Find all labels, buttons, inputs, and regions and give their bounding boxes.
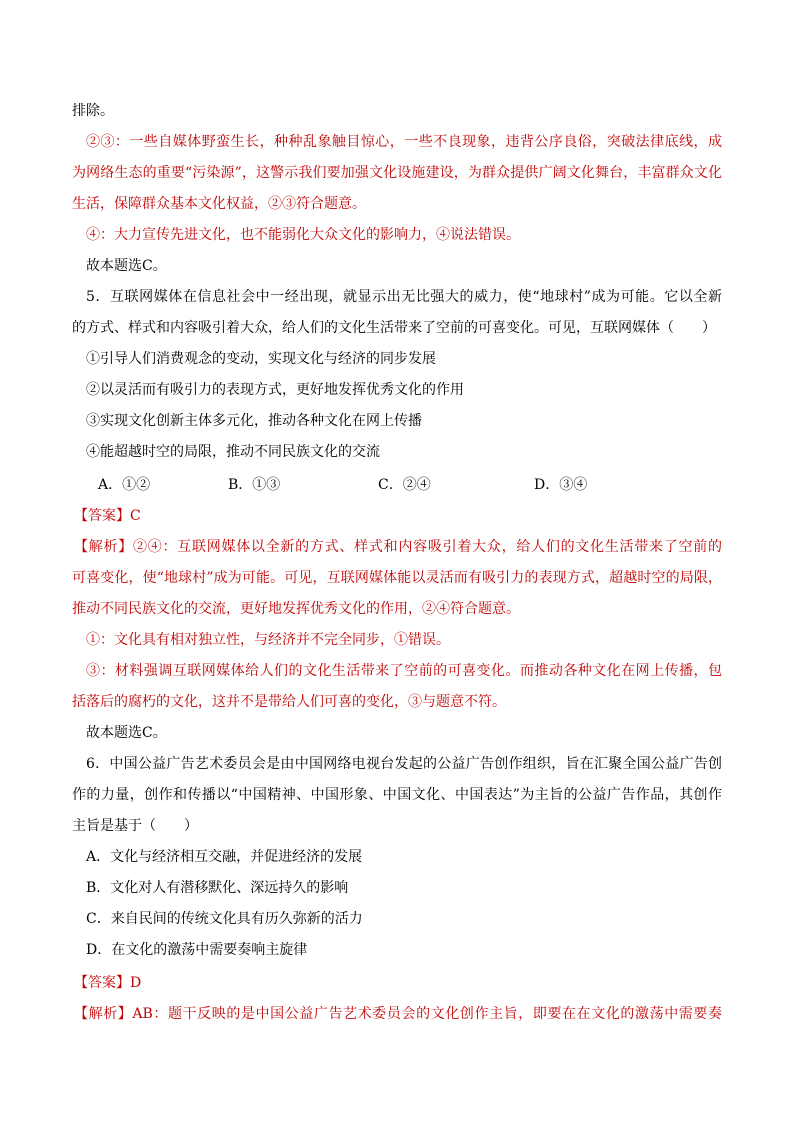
analysis-line: 括落后的腐朽的文化，这并不是带给人们可喜的变化，③与题意不符。 bbox=[72, 694, 506, 710]
text-line: 排除。 bbox=[72, 103, 114, 119]
question-6-stem: 主旨是基于（ ） bbox=[72, 818, 198, 834]
analysis-line: ②③：一些自媒体野蛮生长，种种乱象触目惊心，一些不良现象，违背公序良俗，突破法律底线，成 bbox=[86, 134, 722, 150]
analysis-label: 【解析】 bbox=[74, 1006, 133, 1022]
question-6-option-d: D．在文化的激荡中需要奏响主旋律 bbox=[86, 942, 308, 958]
question-6-stem: 6．中国公益广告艺术委员会是由中国网络电视台发起的公益广告创作组织，旨在汇聚全国公益广告创 bbox=[86, 756, 722, 772]
analysis-line: 可喜变化，使“地球村”成为可能。可见，互联网媒体能以灵活而有吸引力的表现方式，超越时空的局限， bbox=[72, 570, 722, 586]
conclusion-line: 故本题选C。 bbox=[86, 258, 167, 274]
question-6-option-b: B．文化对人有潜移默化、深远持久的影响 bbox=[86, 880, 349, 896]
analysis-label: 【解析】 bbox=[74, 539, 133, 555]
question-5-answer bbox=[74, 507, 141, 525]
question-5-option-b: B．①③ bbox=[228, 477, 281, 493]
question-5-stem: 的方式、样式和内容吸引着大众，给人们的文化生活带来了空前的可喜变化。可见，互联网媒体（ ） bbox=[72, 320, 716, 336]
question-5-item: ②以灵活而有吸引力的表现方式，更好地发挥优秀文化的作用 bbox=[86, 382, 464, 398]
analysis-line: ④：大力宣传先进文化，也不能弱化大众文化的影响力，④说法错误。 bbox=[86, 227, 520, 243]
question-6-analysis bbox=[74, 1005, 722, 1023]
question-5-item: ③实现文化创新主体多元化，推动各种文化在网上传播 bbox=[86, 413, 422, 429]
analysis-line: ①：文化具有相对独立性，与经济并不完全同步，①错误。 bbox=[86, 632, 450, 648]
answer-value: C bbox=[130, 508, 141, 524]
question-6-option-c: C．来自民间的传统文化具有历久弥新的活力 bbox=[86, 911, 363, 927]
question-5-option-c: C．②④ bbox=[378, 477, 431, 493]
question-5-option-d: D．③④ bbox=[534, 477, 588, 493]
question-6-answer bbox=[74, 974, 141, 992]
question-5-stem: 5．互联网媒体在信息社会中一经出现，就显示出无比强大的威力，使“地球村”成为可能。它以全新 bbox=[86, 289, 722, 305]
analysis-line: 生活，保障群众基本文化权益，②③符合题意。 bbox=[72, 196, 366, 212]
answer-label: 【答案】 bbox=[74, 975, 130, 991]
answer-label: 【答案】 bbox=[74, 508, 130, 524]
conclusion-line: 故本题选C。 bbox=[86, 725, 167, 741]
analysis-text: ②④：互联网媒体以全新的方式、样式和内容吸引着大众，给人们的文化生活带来了空前的 bbox=[132, 539, 723, 555]
question-6-stem: 作的力量，创作和传播以“中国精神、中国形象、中国文化、中国表达”为主旨的公益广告作品，其创作 bbox=[72, 787, 722, 803]
analysis-text: AB：题干反映的是中国公益广告艺术委员会的文化创作主旨，即要在在文化的激荡中需要奏 bbox=[132, 1006, 722, 1022]
analysis-line: 为网络生态的重要“污染源”，这警示我们要加强文化设施建设，为群众提供广阔文化舞台，丰富群众文化 bbox=[72, 165, 722, 181]
question-5-item: ①引导人们消费观念的变动，实现文化与经济的同步发展 bbox=[86, 351, 436, 367]
question-5-option-a: A．①② bbox=[98, 477, 151, 493]
answer-value: D bbox=[130, 975, 142, 991]
analysis-line: ③：材料强调互联网媒体给人们的文化生活带来了空前的可喜变化。而推动各种文化在网上传播，包 bbox=[86, 663, 722, 679]
question-5-item: ④能超越时空的局限，推动不同民族文化的交流 bbox=[86, 444, 380, 460]
question-6-option-a: A．文化与经济相互交融，并促进经济的发展 bbox=[86, 849, 363, 865]
question-5-analysis bbox=[74, 538, 722, 556]
analysis-line: 推动不同民族文化的交流，更好地发挥优秀文化的作用，②④符合题意。 bbox=[72, 601, 520, 617]
